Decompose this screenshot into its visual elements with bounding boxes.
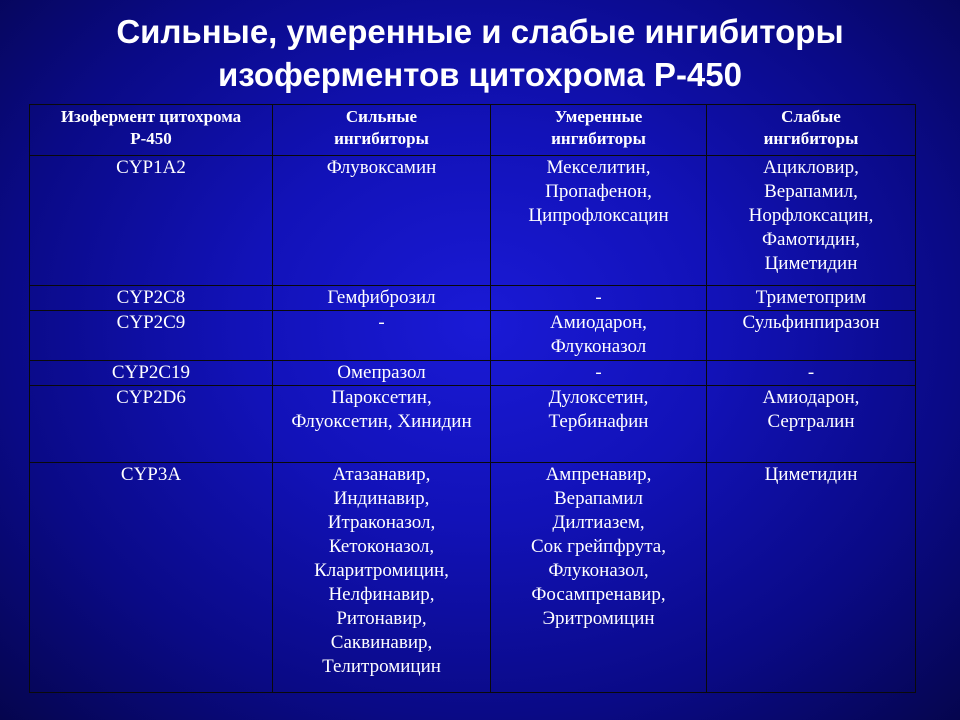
cell-weak: -: [707, 361, 916, 386]
table-header-row: [30, 105, 916, 156]
cell-moderate: -: [491, 286, 707, 311]
cell-strong: Атазанавир, Индинавир, Итраконазол, Кетоконазол, Кларитромицин, Нелфинавир, Ритонавир, Саквинавир, Телитромицин: [273, 463, 491, 693]
header-moderate-inhibitors: Умеренные ингибиторы: [491, 105, 707, 156]
table-row-cyp2c9: [30, 311, 916, 361]
table-row-cyp2c19: [30, 361, 916, 386]
slide-title: [0, 10, 960, 96]
cell-moderate: Мекселитин, Пропафенон, Ципрофлоксацин: [491, 156, 707, 286]
header-weak-inhibitors: Слабые ингибиторы: [707, 105, 916, 156]
table-row-cyp1a2: [30, 156, 916, 286]
cell-weak: Триметоприм: [707, 286, 916, 311]
cell-moderate: Ампренавир, Верапамил Дилтиазем, Сок грейпфрута, Флуконазол, Фосампренавир, Эритромицин: [491, 463, 707, 693]
cell-weak: Ацикловир, Верапамил, Норфлоксацин, Фамотидин, Циметидин: [707, 156, 916, 286]
cell-strong: -: [273, 311, 491, 361]
cell-strong: Омепразол: [273, 361, 491, 386]
cell-strong: Флувоксамин: [273, 156, 491, 286]
cell-weak: Сульфинпиразон: [707, 311, 916, 361]
cell-isoenzyme: CYP2C9: [30, 311, 273, 361]
cell-isoenzyme: CYP2C19: [30, 361, 273, 386]
header-isoenzyme: Изофермент цитохрома Р-450: [30, 105, 273, 156]
cell-weak: Циметидин: [707, 463, 916, 693]
cell-moderate: Амиодарон, Флуконазол: [491, 311, 707, 361]
cell-strong: Гемфиброзил: [273, 286, 491, 311]
cell-strong: Пароксетин, Флуоксетин, Хинидин: [273, 386, 491, 463]
cell-moderate: -: [491, 361, 707, 386]
table-row-cyp2d6: [30, 386, 916, 463]
title-line-2: изоферментов цитохрома Р-450: [217, 56, 742, 93]
title-line-1: Сильные, умеренные и слабые ингибиторы: [116, 13, 844, 50]
table-row-cyp2c8: [30, 286, 916, 311]
table-row-cyp3a: [30, 463, 916, 693]
cell-isoenzyme: CYP3A: [30, 463, 273, 693]
cell-isoenzyme: CYP2D6: [30, 386, 273, 463]
cell-weak: Амиодарон, Сертралин: [707, 386, 916, 463]
cell-isoenzyme: CYP1A2: [30, 156, 273, 286]
inhibitors-table: [29, 104, 916, 693]
cell-moderate: Дулоксетин, Тербинафин: [491, 386, 707, 463]
cell-isoenzyme: CYP2C8: [30, 286, 273, 311]
header-strong-inhibitors: Сильные ингибиторы: [273, 105, 491, 156]
